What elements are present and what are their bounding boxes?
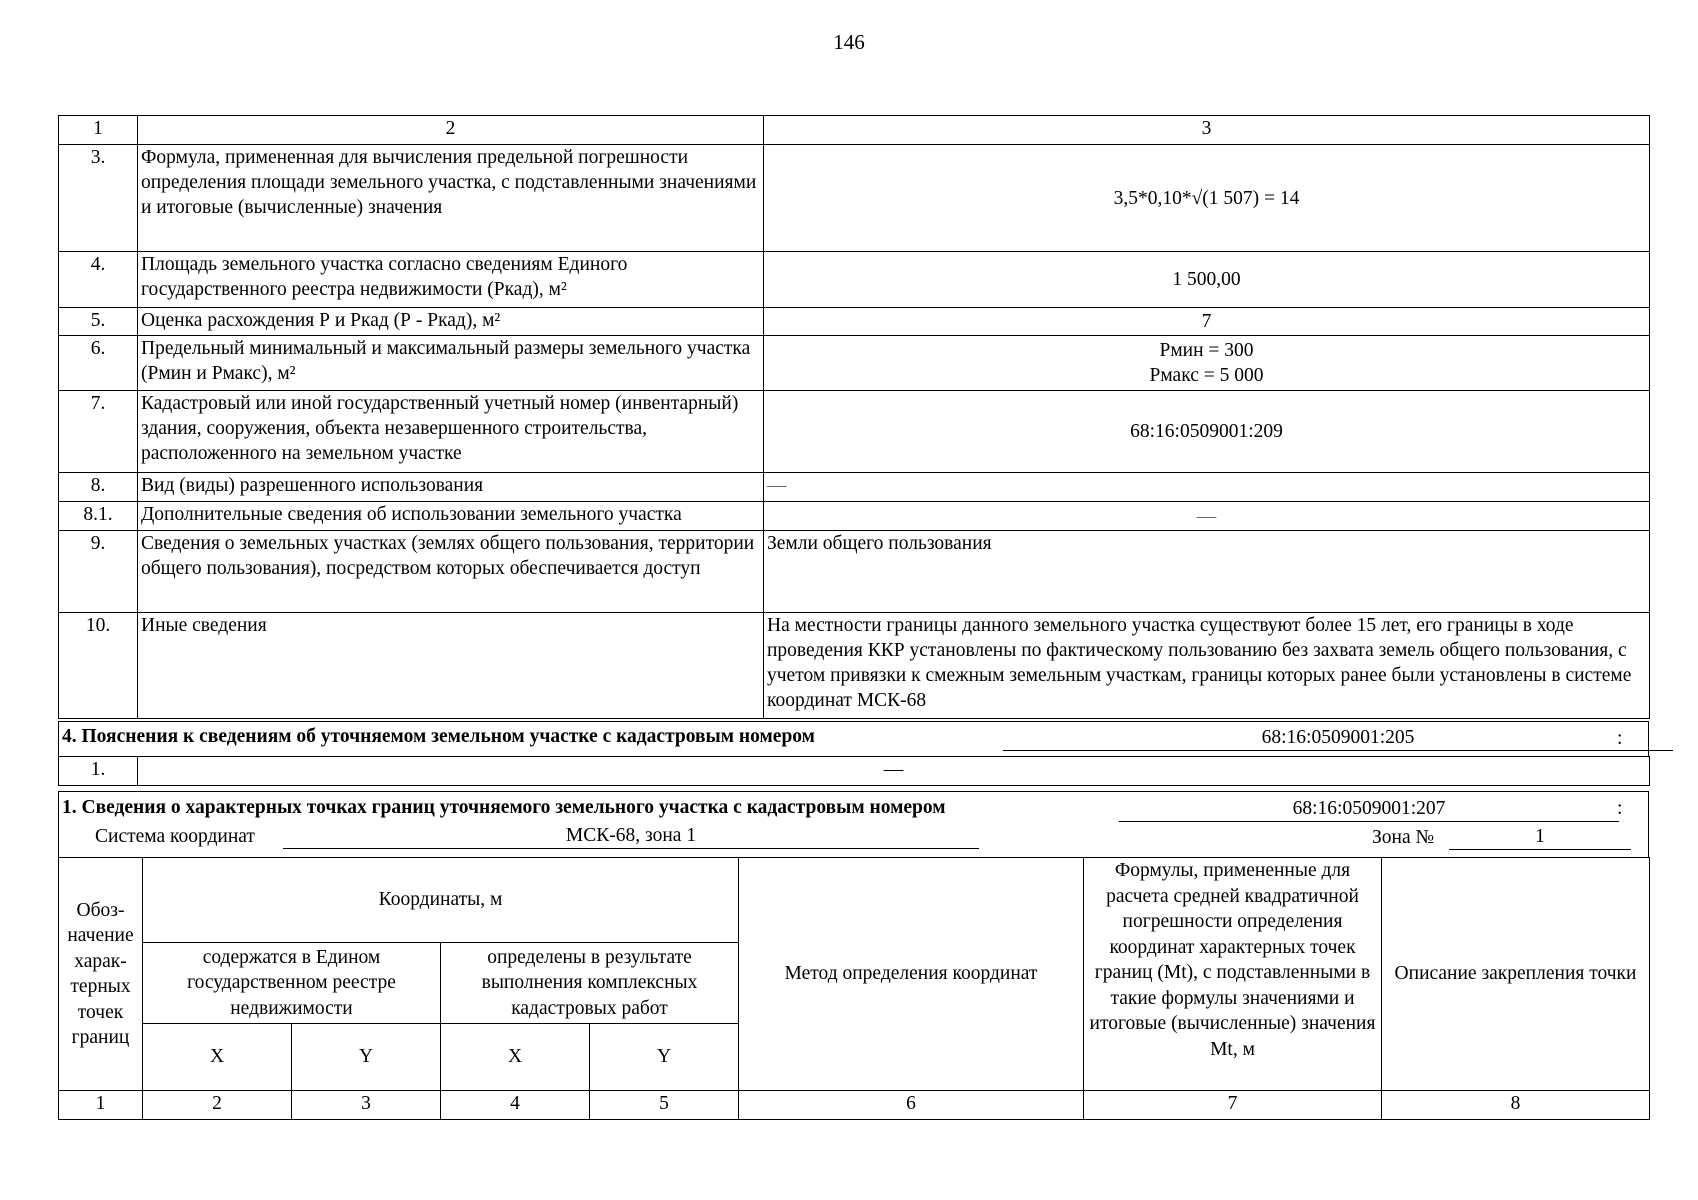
zone-value: 1 xyxy=(1449,825,1631,850)
section-1-header xyxy=(58,792,1649,857)
max-area-value: Рмакс = 5 000 xyxy=(1149,365,1264,386)
row-label: Оценка расхождения Р и Ркад (Р - Ркад), м² xyxy=(138,308,764,336)
formula-header: Формулы, примененные для расчета средней квадратичной погрешности определения координат характерных точек границ (Mt), с подставленными в такие формулы значениями и итоговые (вычисленные) значения Mt, м xyxy=(1084,858,1382,1091)
column-numbers-row xyxy=(59,1091,1650,1120)
row-number: 1. xyxy=(59,757,138,786)
row-value: Земли общего пользования xyxy=(764,531,1650,613)
coordinates-header: Координаты, м xyxy=(143,858,739,943)
section-1-colon: : xyxy=(1617,798,1623,819)
section-4-table xyxy=(58,756,1650,786)
column-number: 7 xyxy=(1084,1091,1382,1120)
table-row xyxy=(59,391,1650,473)
kkr-coordinates-header: определены в результате выполнения комплексных кадастровых работ xyxy=(441,943,739,1024)
row-value: — xyxy=(138,757,1650,786)
section-4-title: 4. Пояснения к сведениям об уточняемом земельном участке с кадастровым номером xyxy=(62,726,815,747)
row-label: Формула, примененная для вычисления предельной погрешности определения площади земельного участка, с подставленными значениями и итоговые (вычисленные) значения xyxy=(138,145,764,252)
row-number: 7. xyxy=(59,391,138,473)
row-label: Дополнительные сведения об использовании земельного участка xyxy=(138,502,764,531)
row-number: 4. xyxy=(59,252,138,308)
row-number: 5. xyxy=(59,308,138,336)
table-row xyxy=(59,531,1650,613)
boundary-points-table xyxy=(58,857,1650,1120)
header-col-3: 3 xyxy=(764,116,1650,145)
row-label: Предельный минимальный и максимальный размеры земельного участка (Рмин и Рмакс), м² xyxy=(138,336,764,391)
section-1-title: 1. Сведения о характерных точках границ уточняемого земельного участка с кадастровым номером xyxy=(62,797,946,818)
point-designation-header: Обоз-начение харак-терных точек границ xyxy=(59,858,143,1091)
column-number: 4 xyxy=(441,1091,590,1120)
table-row xyxy=(59,757,1650,786)
table-row xyxy=(59,613,1650,719)
row-value: 7 xyxy=(764,308,1650,336)
row-value: 3,5*0,10*√(1 507) = 14 xyxy=(764,145,1650,252)
column-number: 5 xyxy=(590,1091,739,1120)
row-value xyxy=(764,336,1650,391)
row-number: 8.1. xyxy=(59,502,138,531)
column-number: 3 xyxy=(292,1091,441,1120)
row-number: 9. xyxy=(59,531,138,613)
row-value: — xyxy=(764,502,1650,531)
egrn-coordinates-header: содержатся в Едином государственном реестре недвижимости xyxy=(143,943,441,1024)
land-plot-info-table xyxy=(58,115,1650,719)
column-number: 1 xyxy=(59,1091,143,1120)
kkr-y-header: Y xyxy=(590,1024,739,1091)
min-area-value: Рмин = 300 xyxy=(1159,340,1254,361)
row-label: Вид (виды) разрешенного использования xyxy=(138,473,764,502)
table-row xyxy=(59,336,1650,391)
table-row xyxy=(59,252,1650,308)
row-number: 6. xyxy=(59,336,138,391)
row-label: Сведения о земельных участках (землях общего пользования, территории общего пользования), посредством которых обеспечивается доступ xyxy=(138,531,764,613)
egrn-x-header: X xyxy=(143,1024,292,1091)
table-row xyxy=(59,308,1650,336)
table-header-row xyxy=(59,116,1650,145)
row-number: 8. xyxy=(59,473,138,502)
header-col-1: 1 xyxy=(59,116,138,145)
column-number: 6 xyxy=(739,1091,1084,1120)
page-number: 146 xyxy=(833,30,865,54)
section-4-cadastral-number: 68:16:0509001:205 xyxy=(1003,726,1673,751)
row-label: Иные сведения xyxy=(138,613,764,719)
table-row xyxy=(59,502,1650,531)
column-number: 8 xyxy=(1382,1091,1650,1120)
method-header: Метод определения координат xyxy=(739,858,1084,1091)
row-value: 68:16:0509001:209 xyxy=(764,391,1650,473)
kkr-x-header: X xyxy=(441,1024,590,1091)
row-value: — xyxy=(764,473,1650,502)
coord-system-value: МСК-68, зона 1 xyxy=(283,824,979,849)
table-row xyxy=(59,145,1650,252)
row-label: Кадастровый или иной государственный учетный номер (инвентарный) здания, сооружения, объекта незавершенного строительства, расположенного на земельном участке xyxy=(138,391,764,473)
table-row xyxy=(59,473,1650,502)
description-header: Описание закрепления точки xyxy=(1382,858,1650,1091)
column-number: 2 xyxy=(143,1091,292,1120)
section-4-header xyxy=(58,721,1649,757)
row-value: 1 500,00 xyxy=(764,252,1650,308)
coord-system-label: Система координат xyxy=(95,826,255,847)
zone-label: Зона № xyxy=(1372,827,1435,848)
header-col-2: 2 xyxy=(138,116,764,145)
egrn-y-header: Y xyxy=(292,1024,441,1091)
row-value: На местности границы данного земельного участка существуют более 15 лет, его границы в ходе проведения ККР установлены по фактическому пользованию без захвата земель общего пользования, с учетом привязки к смежным земельным участкам, границы которых ранее были установлены в системе координат МСК-68 xyxy=(764,613,1650,719)
section-1-cadastral-number: 68:16:0509001:207 xyxy=(1119,797,1619,822)
section-4-colon: : xyxy=(1617,728,1623,749)
row-number: 3. xyxy=(59,145,138,252)
table-header-row xyxy=(59,858,1650,943)
row-label: Площадь земельного участка согласно сведениям Единого государственного реестра недвижимости (Ркад), м² xyxy=(138,252,764,308)
row-number: 10. xyxy=(59,613,138,719)
